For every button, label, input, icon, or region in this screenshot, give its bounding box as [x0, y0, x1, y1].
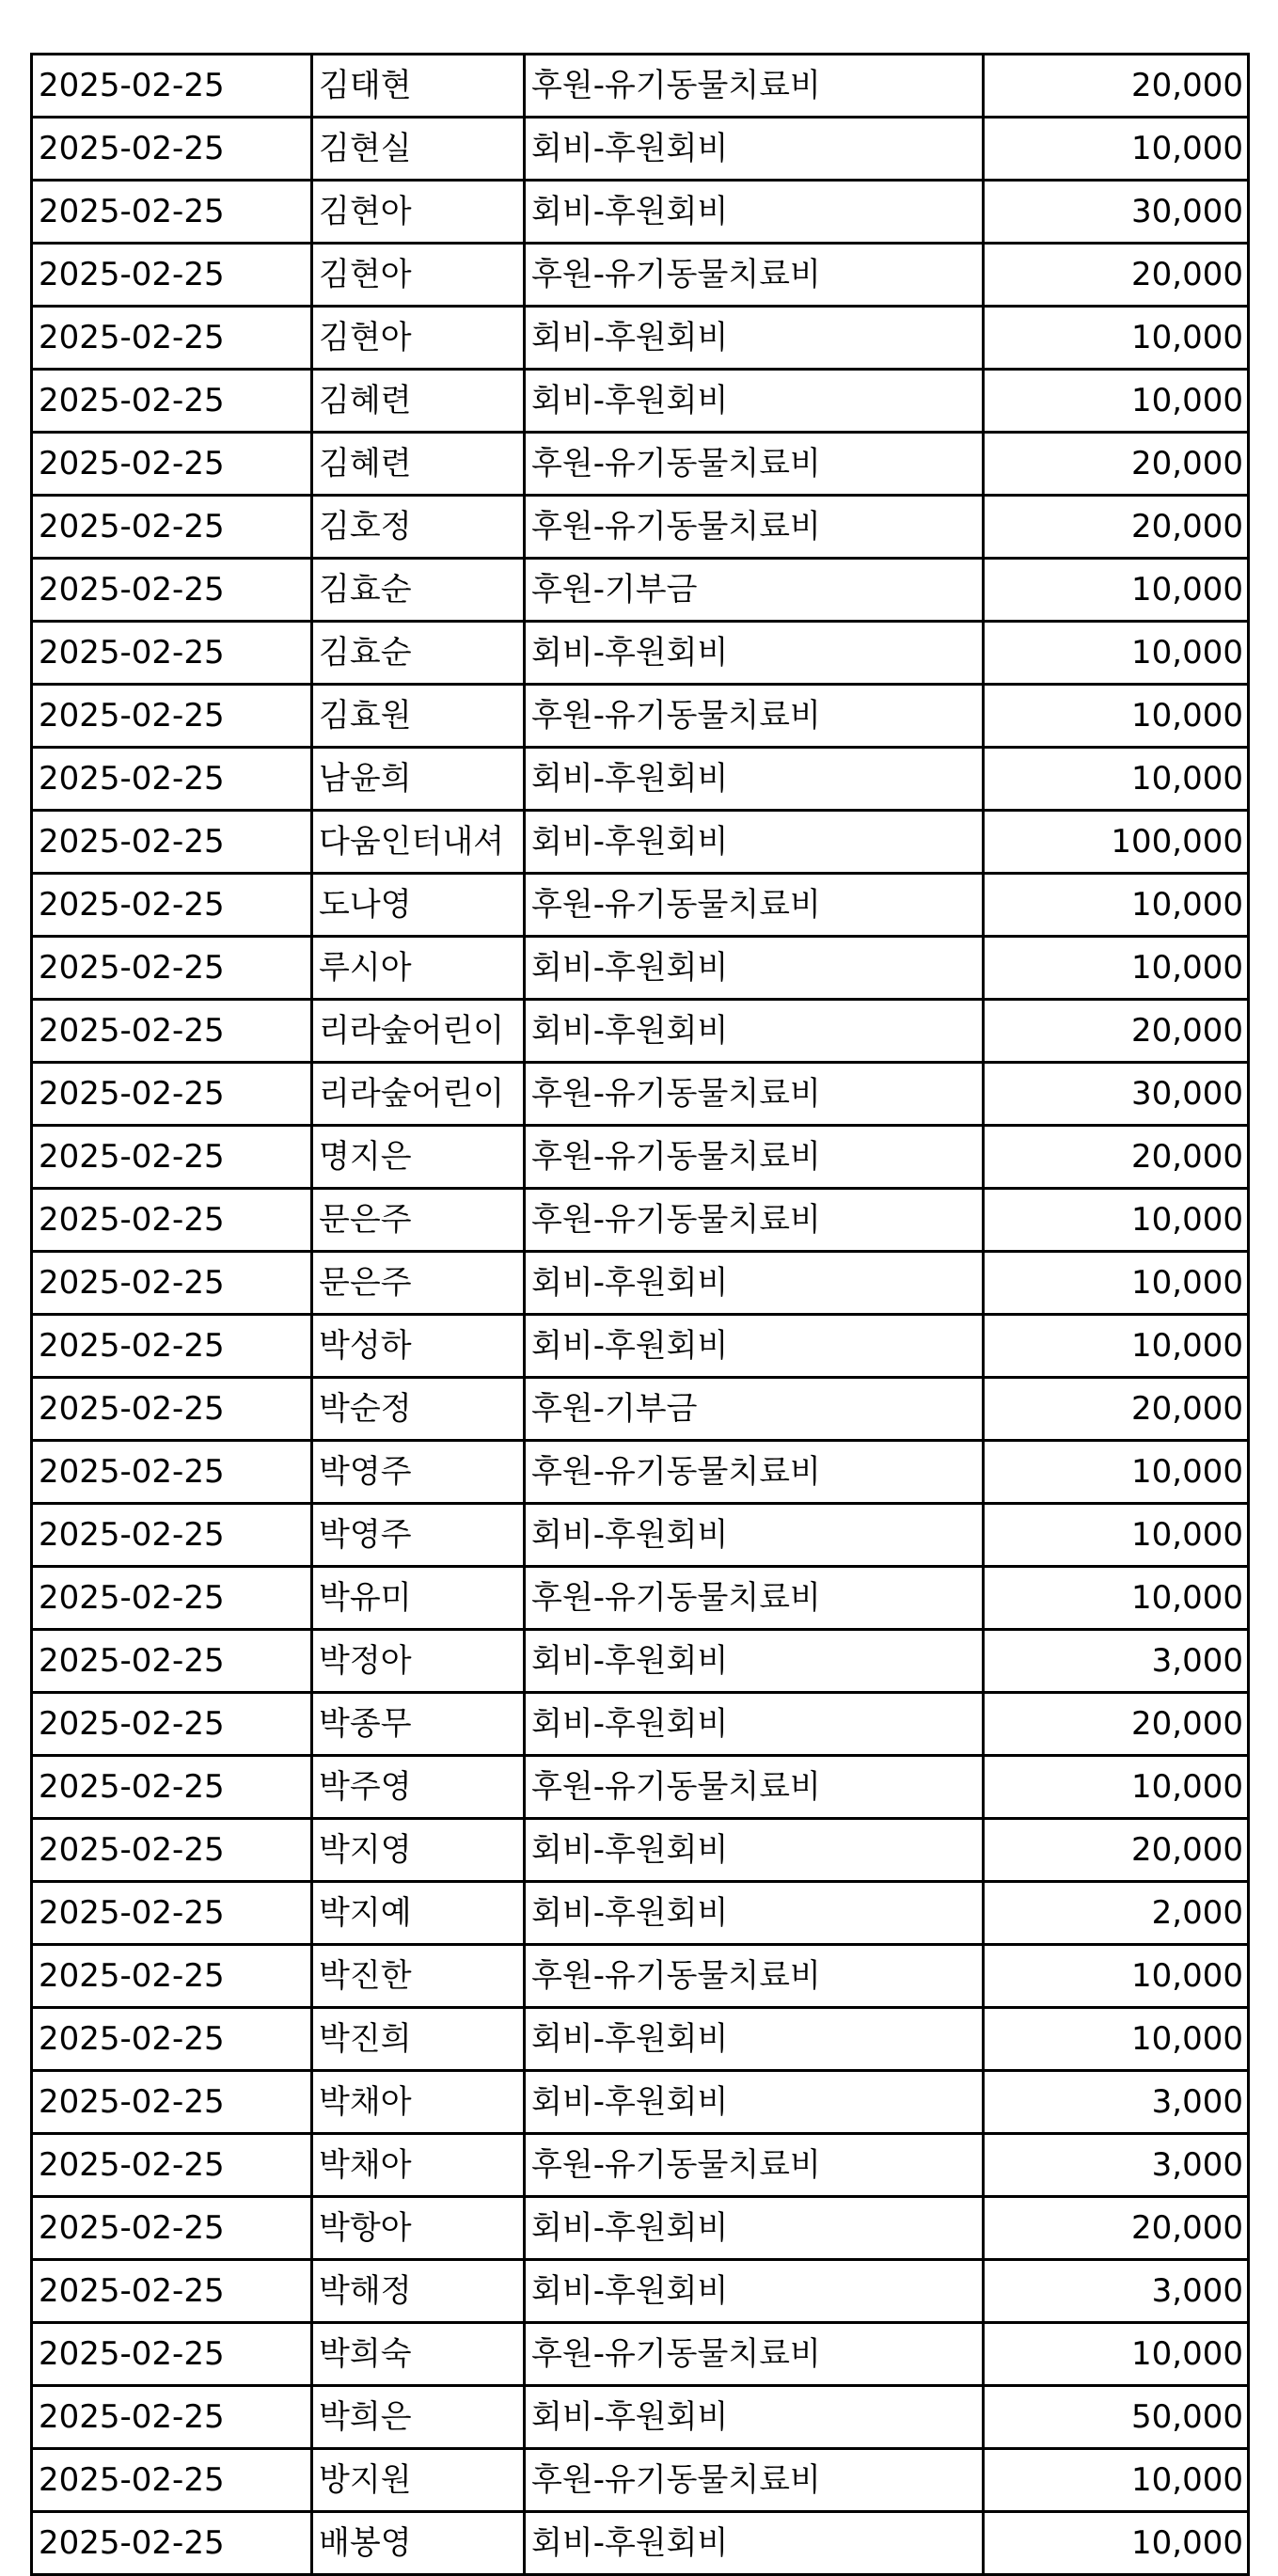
- amount-cell: 20,000: [984, 1378, 1249, 1441]
- date-cell: 2025-02-25: [32, 811, 312, 874]
- date-cell: 2025-02-25: [32, 2449, 312, 2512]
- category-cell: 후원-유기동물치료비: [525, 55, 984, 118]
- donor-name-cell: 명지은: [312, 1126, 525, 1189]
- table-row: [32, 2260, 1249, 2323]
- amount-cell: 30,000: [984, 1063, 1249, 1126]
- donor-name-cell: 방지원: [312, 2449, 525, 2512]
- table-row: [32, 2197, 1249, 2260]
- amount-cell: 3,000: [984, 2260, 1249, 2323]
- category-cell: 회비-후원회비: [525, 2008, 984, 2071]
- date-cell: 2025-02-25: [32, 1945, 312, 2008]
- amount-cell: 10,000: [984, 2512, 1249, 2575]
- table-row: [32, 118, 1249, 181]
- date-cell: 2025-02-25: [32, 1693, 312, 1756]
- amount-cell: 3,000: [984, 2134, 1249, 2197]
- donor-name-cell: 배봉영: [312, 2512, 525, 2575]
- donor-name-cell: 박영주: [312, 1441, 525, 1504]
- category-cell: 회비-후원회비: [525, 2260, 984, 2323]
- date-cell: 2025-02-25: [32, 181, 312, 244]
- table-row: [32, 622, 1249, 685]
- amount-cell: 30,000: [984, 181, 1249, 244]
- date-cell: 2025-02-25: [32, 1126, 312, 1189]
- donor-name-cell: 박진한: [312, 1945, 525, 2008]
- date-cell: 2025-02-25: [32, 433, 312, 496]
- table-row: [32, 307, 1249, 370]
- table-row: [32, 1189, 1249, 1252]
- ledger-body: [32, 55, 1249, 2575]
- donor-name-cell: 박해정: [312, 2260, 525, 2323]
- table-row: [32, 433, 1249, 496]
- donor-name-cell: 김현아: [312, 244, 525, 307]
- amount-cell: 10,000: [984, 307, 1249, 370]
- category-cell: 후원-유기동물치료비: [525, 685, 984, 748]
- category-cell: 후원-유기동물치료비: [525, 1945, 984, 2008]
- amount-cell: 10,000: [984, 1315, 1249, 1378]
- category-cell: 후원-유기동물치료비: [525, 433, 984, 496]
- date-cell: 2025-02-25: [32, 1882, 312, 1945]
- donor-name-cell: 박지예: [312, 1882, 525, 1945]
- donor-name-cell: 박채아: [312, 2071, 525, 2134]
- donor-name-cell: 박희숙: [312, 2323, 525, 2386]
- amount-cell: 10,000: [984, 874, 1249, 937]
- table-row: [32, 1252, 1249, 1315]
- table-row: [32, 244, 1249, 307]
- table-row: [32, 2134, 1249, 2197]
- donor-name-cell: 김효순: [312, 559, 525, 622]
- donor-name-cell: 도나영: [312, 874, 525, 937]
- table-row: [32, 874, 1249, 937]
- donor-name-cell: 김현아: [312, 307, 525, 370]
- category-cell: 후원-유기동물치료비: [525, 1756, 984, 1819]
- amount-cell: 10,000: [984, 622, 1249, 685]
- category-cell: 후원-유기동물치료비: [525, 2449, 984, 2512]
- donor-name-cell: 박진희: [312, 2008, 525, 2071]
- amount-cell: 10,000: [984, 1504, 1249, 1567]
- table-row: [32, 1441, 1249, 1504]
- table-row: [32, 1693, 1249, 1756]
- date-cell: 2025-02-25: [32, 559, 312, 622]
- date-cell: 2025-02-25: [32, 2386, 312, 2449]
- table-row: [32, 1504, 1249, 1567]
- date-cell: 2025-02-25: [32, 1000, 312, 1063]
- amount-cell: 20,000: [984, 1000, 1249, 1063]
- donor-name-cell: 박영주: [312, 1504, 525, 1567]
- amount-cell: 10,000: [984, 1252, 1249, 1315]
- donor-name-cell: 리라숲어린이: [312, 1063, 525, 1126]
- date-cell: 2025-02-25: [32, 55, 312, 118]
- category-cell: 회비-후원회비: [525, 937, 984, 1000]
- category-cell: 회비-후원회비: [525, 1882, 984, 1945]
- amount-cell: 100,000: [984, 811, 1249, 874]
- date-cell: 2025-02-25: [32, 1441, 312, 1504]
- donor-name-cell: 문은주: [312, 1252, 525, 1315]
- category-cell: 회비-후원회비: [525, 2512, 984, 2575]
- table-row: [32, 1063, 1249, 1126]
- table-row: [32, 1945, 1249, 2008]
- category-cell: 후원-기부금: [525, 1378, 984, 1441]
- date-cell: 2025-02-25: [32, 1063, 312, 1126]
- date-cell: 2025-02-25: [32, 2008, 312, 2071]
- date-cell: 2025-02-25: [32, 1756, 312, 1819]
- table-row: [32, 685, 1249, 748]
- table-row: [32, 1756, 1249, 1819]
- amount-cell: 20,000: [984, 55, 1249, 118]
- category-cell: 후원-유기동물치료비: [525, 1126, 984, 1189]
- donor-name-cell: 박순정: [312, 1378, 525, 1441]
- table-row: [32, 1378, 1249, 1441]
- category-cell: 회비-후원회비: [525, 1693, 984, 1756]
- date-cell: 2025-02-25: [32, 2260, 312, 2323]
- date-cell: 2025-02-25: [32, 244, 312, 307]
- amount-cell: 10,000: [984, 559, 1249, 622]
- amount-cell: 10,000: [984, 748, 1249, 811]
- amount-cell: 10,000: [984, 1945, 1249, 2008]
- category-cell: 회비-후원회비: [525, 307, 984, 370]
- category-cell: 회비-후원회비: [525, 1504, 984, 1567]
- category-cell: 후원-유기동물치료비: [525, 1189, 984, 1252]
- donor-name-cell: 박성하: [312, 1315, 525, 1378]
- amount-cell: 50,000: [984, 2386, 1249, 2449]
- amount-cell: 20,000: [984, 2197, 1249, 2260]
- category-cell: 회비-후원회비: [525, 2197, 984, 2260]
- category-cell: 후원-유기동물치료비: [525, 2323, 984, 2386]
- donor-name-cell: 박채아: [312, 2134, 525, 2197]
- date-cell: 2025-02-25: [32, 1252, 312, 1315]
- table-row: [32, 811, 1249, 874]
- date-cell: 2025-02-25: [32, 1315, 312, 1378]
- amount-cell: 20,000: [984, 433, 1249, 496]
- donor-name-cell: 김태현: [312, 55, 525, 118]
- category-cell: 회비-후원회비: [525, 748, 984, 811]
- table-row: [32, 2071, 1249, 2134]
- amount-cell: 3,000: [984, 2071, 1249, 2134]
- amount-cell: 10,000: [984, 1441, 1249, 1504]
- donor-name-cell: 박유미: [312, 1567, 525, 1630]
- table-row: [32, 1000, 1249, 1063]
- donor-name-cell: 다움인터내셔: [312, 811, 525, 874]
- amount-cell: 10,000: [984, 2008, 1249, 2071]
- table-row: [32, 1882, 1249, 1945]
- amount-cell: 20,000: [984, 1693, 1249, 1756]
- donor-name-cell: 김효순: [312, 622, 525, 685]
- category-cell: 회비-후원회비: [525, 1819, 984, 1882]
- amount-cell: 10,000: [984, 937, 1249, 1000]
- category-cell: 회비-후원회비: [525, 370, 984, 433]
- table-row: [32, 55, 1249, 118]
- donor-name-cell: 김혜련: [312, 370, 525, 433]
- table-row: [32, 181, 1249, 244]
- amount-cell: 20,000: [984, 1819, 1249, 1882]
- donor-name-cell: 박종무: [312, 1693, 525, 1756]
- donor-name-cell: 박정아: [312, 1630, 525, 1693]
- date-cell: 2025-02-25: [32, 685, 312, 748]
- date-cell: 2025-02-25: [32, 937, 312, 1000]
- category-cell: 회비-후원회비: [525, 1315, 984, 1378]
- category-cell: 회비-후원회비: [525, 622, 984, 685]
- date-cell: 2025-02-25: [32, 2512, 312, 2575]
- table-row: [32, 1315, 1249, 1378]
- category-cell: 후원-유기동물치료비: [525, 1063, 984, 1126]
- category-cell: 후원-기부금: [525, 559, 984, 622]
- category-cell: 후원-유기동물치료비: [525, 496, 984, 559]
- table-row: [32, 937, 1249, 1000]
- amount-cell: 10,000: [984, 1756, 1249, 1819]
- donor-name-cell: 박주영: [312, 1756, 525, 1819]
- donor-name-cell: 박지영: [312, 1819, 525, 1882]
- amount-cell: 10,000: [984, 685, 1249, 748]
- date-cell: 2025-02-25: [32, 1189, 312, 1252]
- date-cell: 2025-02-25: [32, 2323, 312, 2386]
- donor-name-cell: 김현아: [312, 181, 525, 244]
- donor-name-cell: 남윤희: [312, 748, 525, 811]
- date-cell: 2025-02-25: [32, 307, 312, 370]
- amount-cell: 10,000: [984, 370, 1249, 433]
- table-row: [32, 559, 1249, 622]
- category-cell: 회비-후원회비: [525, 2386, 984, 2449]
- amount-cell: 10,000: [984, 1189, 1249, 1252]
- amount-cell: 2,000: [984, 1882, 1249, 1945]
- amount-cell: 3,000: [984, 1630, 1249, 1693]
- donor-name-cell: 리라숲어린이: [312, 1000, 525, 1063]
- date-cell: 2025-02-25: [32, 1630, 312, 1693]
- category-cell: 후원-유기동물치료비: [525, 244, 984, 307]
- table-row: [32, 2449, 1249, 2512]
- table-row: [32, 1630, 1249, 1693]
- category-cell: 회비-후원회비: [525, 1252, 984, 1315]
- table-row: [32, 2008, 1249, 2071]
- date-cell: 2025-02-25: [32, 748, 312, 811]
- amount-cell: 20,000: [984, 244, 1249, 307]
- date-cell: 2025-02-25: [32, 1819, 312, 1882]
- amount-cell: 10,000: [984, 1567, 1249, 1630]
- table-row: [32, 370, 1249, 433]
- date-cell: 2025-02-25: [32, 370, 312, 433]
- category-cell: 회비-후원회비: [525, 2071, 984, 2134]
- donor-name-cell: 문은주: [312, 1189, 525, 1252]
- table-row: [32, 2512, 1249, 2575]
- table-row: [32, 1819, 1249, 1882]
- date-cell: 2025-02-25: [32, 874, 312, 937]
- date-cell: 2025-02-25: [32, 2134, 312, 2197]
- amount-cell: 10,000: [984, 118, 1249, 181]
- category-cell: 후원-유기동물치료비: [525, 2134, 984, 2197]
- date-cell: 2025-02-25: [32, 622, 312, 685]
- donor-name-cell: 박희은: [312, 2386, 525, 2449]
- table-row: [32, 748, 1249, 811]
- category-cell: 회비-후원회비: [525, 1000, 984, 1063]
- table-row: [32, 1126, 1249, 1189]
- amount-cell: 20,000: [984, 496, 1249, 559]
- category-cell: 회비-후원회비: [525, 118, 984, 181]
- date-cell: 2025-02-25: [32, 2071, 312, 2134]
- table-row: [32, 2323, 1249, 2386]
- date-cell: 2025-02-25: [32, 1504, 312, 1567]
- donation-ledger-table: [30, 53, 1250, 2576]
- table-row: [32, 1567, 1249, 1630]
- donor-name-cell: 루시아: [312, 937, 525, 1000]
- category-cell: 회비-후원회비: [525, 811, 984, 874]
- table-row: [32, 2386, 1249, 2449]
- category-cell: 후원-유기동물치료비: [525, 1567, 984, 1630]
- amount-cell: 20,000: [984, 1126, 1249, 1189]
- date-cell: 2025-02-25: [32, 1567, 312, 1630]
- category-cell: 후원-유기동물치료비: [525, 874, 984, 937]
- date-cell: 2025-02-25: [32, 2197, 312, 2260]
- donor-name-cell: 김효원: [312, 685, 525, 748]
- donor-name-cell: 김혜련: [312, 433, 525, 496]
- amount-cell: 10,000: [984, 2449, 1249, 2512]
- date-cell: 2025-02-25: [32, 118, 312, 181]
- donor-name-cell: 박항아: [312, 2197, 525, 2260]
- amount-cell: 10,000: [984, 2323, 1249, 2386]
- date-cell: 2025-02-25: [32, 1378, 312, 1441]
- category-cell: 회비-후원회비: [525, 1630, 984, 1693]
- donor-name-cell: 김현실: [312, 118, 525, 181]
- table-row: [32, 496, 1249, 559]
- category-cell: 회비-후원회비: [525, 181, 984, 244]
- donor-name-cell: 김호정: [312, 496, 525, 559]
- category-cell: 후원-유기동물치료비: [525, 1441, 984, 1504]
- date-cell: 2025-02-25: [32, 496, 312, 559]
